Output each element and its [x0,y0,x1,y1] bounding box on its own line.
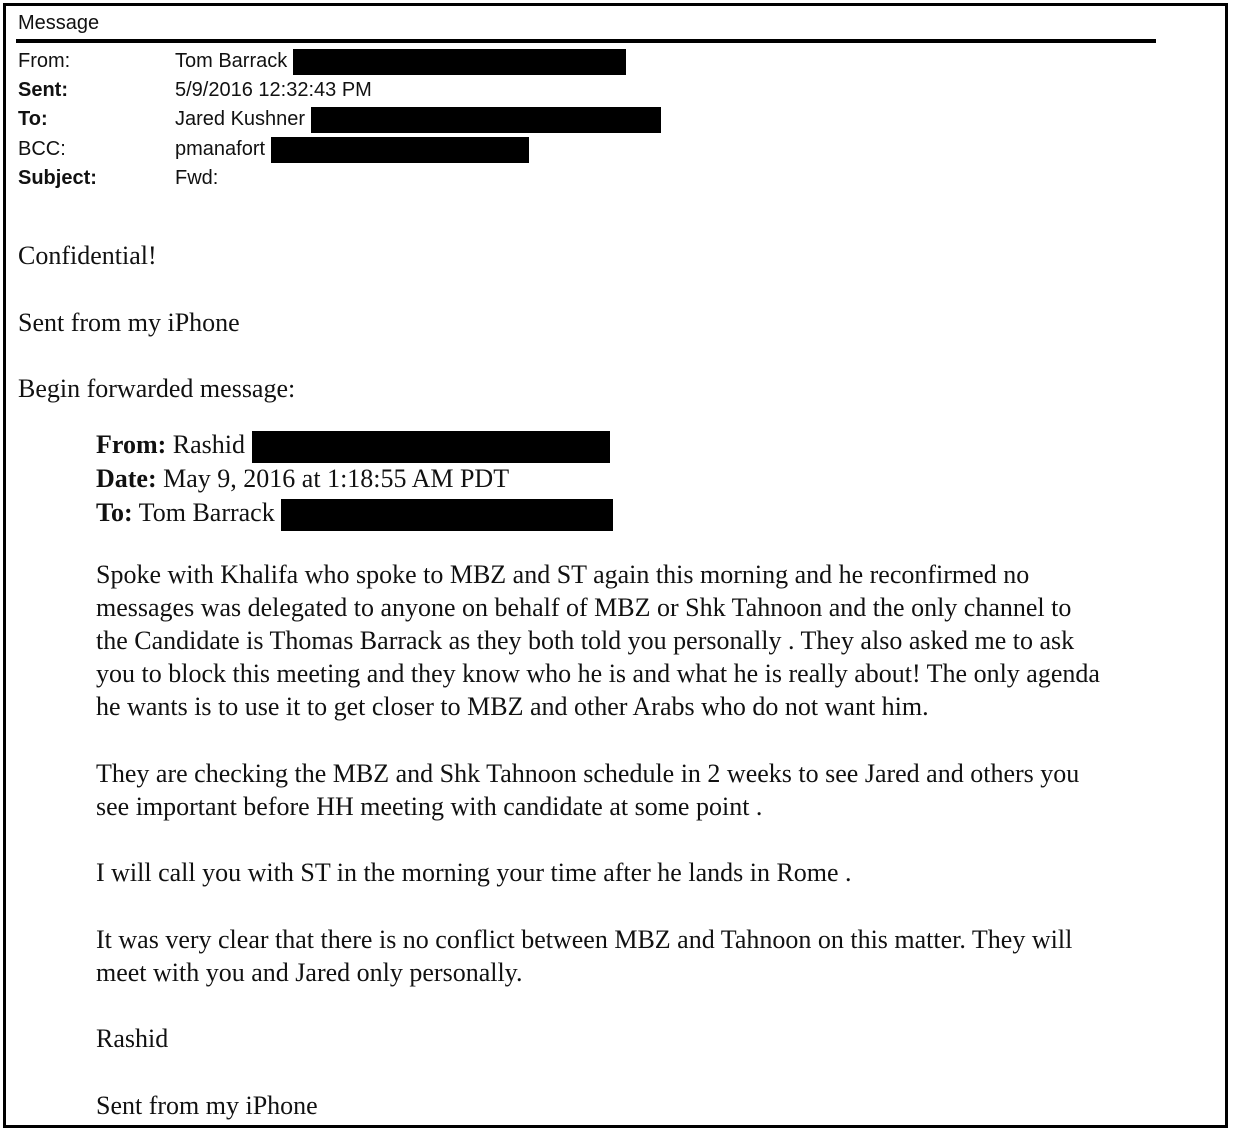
header-bcc-label: BCC: [18,138,66,160]
forwarded-date-row [96,462,509,495]
email-document [3,3,1228,1128]
body-forwarded-intro: Begin forwarded message: [18,374,296,403]
forwarded-to-label: To: [96,498,133,527]
header-sent-value: 5/9/2016 12:32:43 PM [175,79,372,101]
body-confidential: Confidential! [18,241,157,270]
body-sent-from: Sent from my iPhone [18,308,240,337]
header-from-value [175,48,626,75]
header-bcc-name: pmanafort [175,138,266,160]
forwarded-from-value: Rashid [172,430,246,459]
title-divider [16,39,1156,43]
redaction-box [271,137,529,163]
paragraph-line: It was very clear that there is no conflict between MBZ and Tahnoon on this matter. They will [96,925,1073,954]
paragraph-line: meet with you and Jared only personally. [96,958,523,987]
redaction-box [311,107,661,133]
forwarded-date-value: May 9, 2016 at 1:18:55 AM PDT [163,464,510,493]
header-from-label: From: [18,50,71,72]
header-subject-value: Fwd: [175,167,219,189]
forwarded-to-value: Tom Barrack [138,498,275,527]
paragraph-line: Spoke with Khalifa who spoke to MBZ and ST again this morning and he reconfirmed no [96,560,1030,589]
paragraph-line: I will call you with ST in the morning your time after he lands in Rome . [96,858,852,887]
sent-from-footer: Sent from my iPhone [96,1091,318,1120]
header-to-value [175,106,661,133]
header-bcc-value [175,136,529,163]
paragraph-line: messages was delegated to anyone on behalf of MBZ or Shk Tahnoon and the only channel to [96,593,1072,622]
header-subject-label: Subject: [18,167,97,189]
forwarded-date-label: Date: [96,464,157,493]
header-to-label: To: [18,108,48,130]
redaction-box [293,49,626,75]
window-title: Message [18,12,100,34]
header-to-name: Jared Kushner [175,108,306,130]
forwarded-to-row [96,496,613,531]
forwarded-from-label: From: [96,430,167,459]
paragraph-line: They are checking the MBZ and Shk Tahnoon schedule in 2 weeks to see Jared and others you [96,759,1080,788]
paragraph-line: you to block this meeting and they know who he is and what he is really about! The only agenda [96,659,1100,688]
redaction-box [281,499,613,531]
header-from-name: Tom Barrack [175,50,288,72]
paragraph-line: the Candidate is Thomas Barrack as they both told you personally . They also asked me to ask [96,626,1075,655]
redaction-box [252,431,610,463]
paragraph-line: he wants is to use it to get closer to MBZ and other Arabs who do not want him. [96,692,929,721]
paragraph-line: see important before HH meeting with candidate at some point . [96,792,763,821]
signature: Rashid [96,1024,169,1053]
header-sent-label: Sent: [18,79,68,101]
forwarded-from-row [96,428,610,463]
